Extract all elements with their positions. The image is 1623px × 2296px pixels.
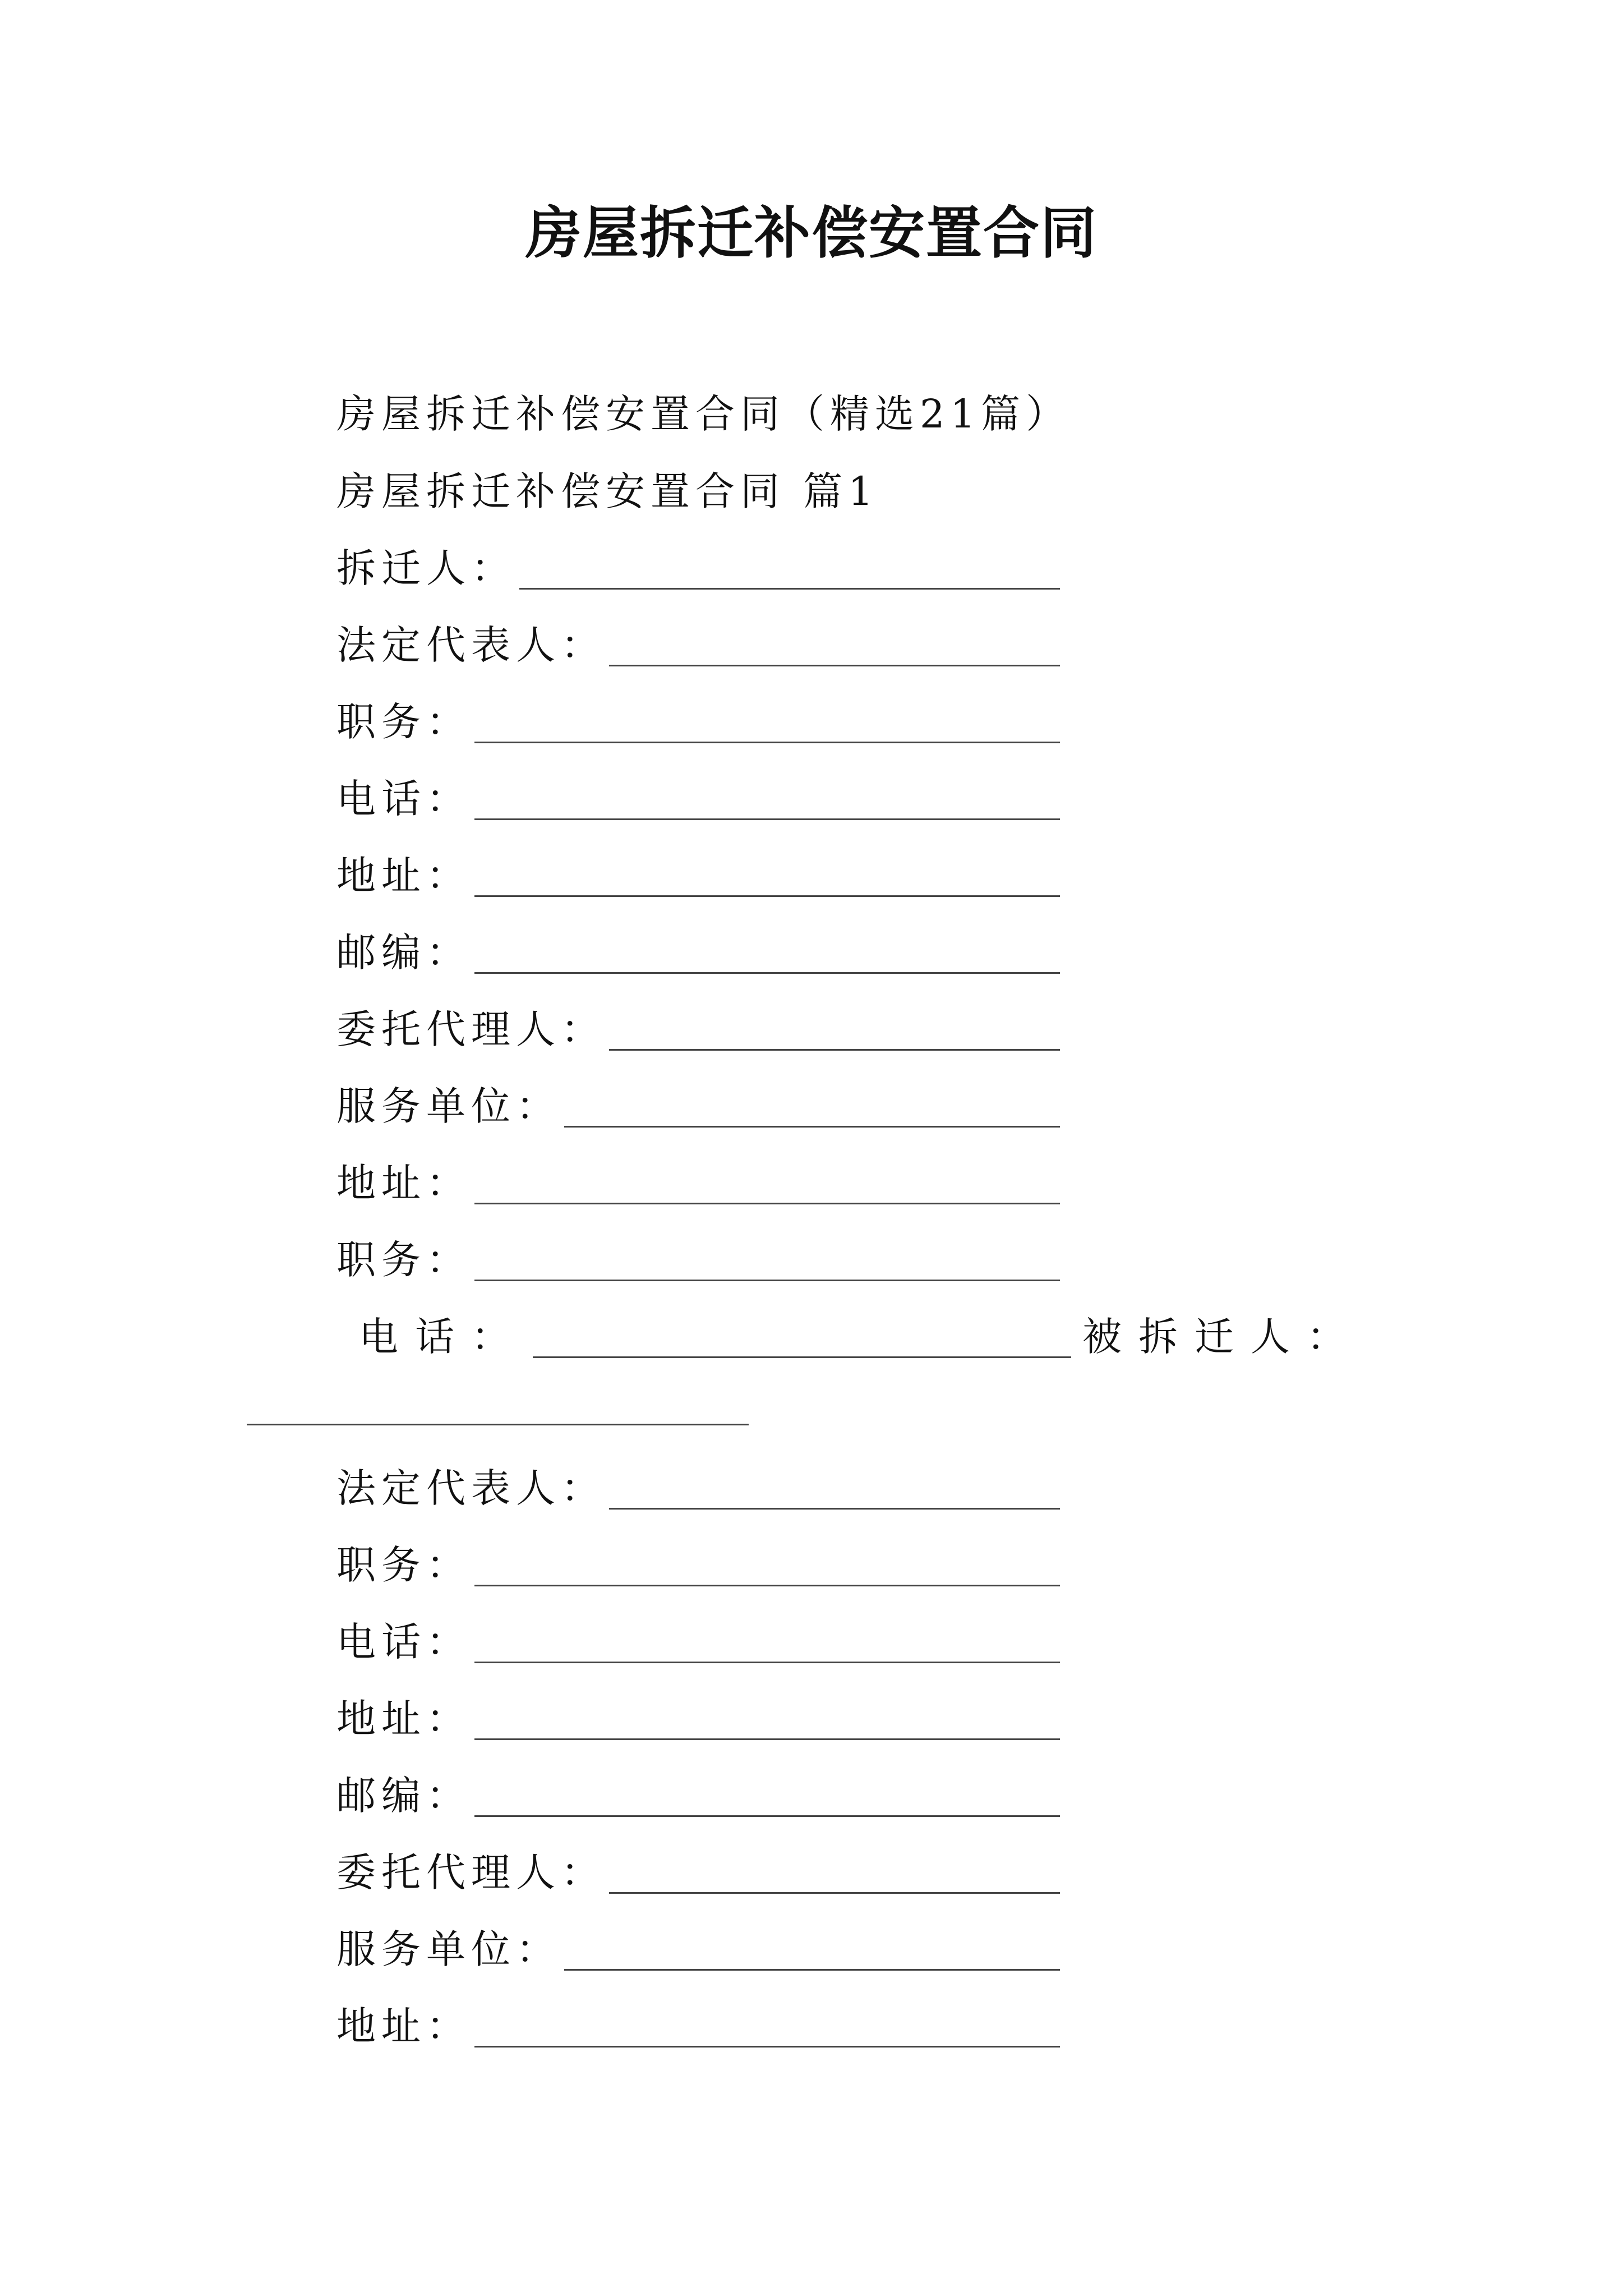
section-heading: 房屋拆迁补偿安置合同 篇1: [336, 468, 879, 514]
phone-and-demolished-row: [359, 1309, 1363, 1365]
b-postcode-blank[interactable]: [474, 1815, 1060, 1817]
a-address-blank[interactable]: [474, 895, 1060, 897]
demolisher-label: 拆迁人：: [336, 545, 516, 591]
b-agent-field: [336, 1844, 1060, 1901]
b-position-blank[interactable]: [474, 1585, 1060, 1586]
a-agent-blank[interactable]: [609, 1049, 1060, 1051]
a-address-field: [336, 848, 1060, 904]
a-agent-address-label: 地址：: [336, 1160, 471, 1206]
a-agent-label: 委托代理人：: [336, 1006, 606, 1052]
b-address-label: 地址：: [336, 1696, 471, 1742]
a-agent-phone-blank[interactable]: [533, 1356, 1071, 1358]
b-address-blank[interactable]: [474, 1738, 1060, 1740]
b-legal-rep-blank[interactable]: [609, 1508, 1060, 1510]
a-phone-label: 电话：: [336, 776, 471, 822]
collection-heading: 房屋拆迁补偿安置合同（精选21篇）: [336, 391, 1071, 437]
b-address-field: [336, 1691, 1060, 1747]
a-agent-phone-label: 电话：: [359, 1314, 527, 1360]
a-work-unit-field: [336, 1078, 1060, 1134]
demolisher-field: [336, 540, 1060, 596]
a-postcode-field: [336, 924, 1060, 981]
a-agent-position-field: [336, 1232, 1060, 1288]
a-postcode-blank[interactable]: [474, 972, 1060, 974]
b-agent-address-field: [336, 1998, 1060, 2054]
a-postcode-label: 邮编：: [336, 930, 471, 976]
b-position-label: 职务：: [336, 1542, 471, 1588]
a-agent-field: [336, 1001, 1060, 1057]
b-phone-label: 电话：: [336, 1619, 471, 1665]
b-work-unit-blank[interactable]: [564, 1969, 1060, 1971]
a-position-label: 职务：: [336, 699, 471, 745]
a-agent-address-blank[interactable]: [474, 1203, 1060, 1204]
a-legal-rep-label: 法定代表人：: [336, 622, 606, 668]
b-phone-field: [336, 1614, 1060, 1670]
b-phone-blank[interactable]: [474, 1662, 1060, 1663]
b-postcode-label: 邮编：: [336, 1773, 471, 1819]
a-work-unit-label: 服务单位：: [336, 1083, 561, 1129]
a-position-field: [336, 694, 1060, 750]
b-agent-label: 委托代理人：: [336, 1849, 606, 1895]
b-work-unit-label: 服务单位：: [336, 1926, 561, 1972]
a-phone-blank[interactable]: [474, 818, 1060, 820]
demolished-blank[interactable]: [247, 1424, 749, 1425]
b-agent-address-blank[interactable]: [474, 2046, 1060, 2047]
document-title: 房屋拆迁补偿安置合同: [525, 200, 1098, 266]
b-position-field: [336, 1537, 1060, 1593]
b-legal-rep-field: [336, 1460, 1060, 1516]
b-agent-address-label: 地址：: [336, 2003, 471, 2049]
a-address-label: 地址：: [336, 853, 471, 899]
a-work-unit-blank[interactable]: [564, 1126, 1060, 1128]
a-position-blank[interactable]: [474, 742, 1060, 743]
b-legal-rep-label: 法定代表人：: [336, 1465, 606, 1511]
a-legal-rep-field: [336, 617, 1060, 673]
a-agent-position-label: 职务：: [336, 1237, 471, 1283]
a-agent-position-blank[interactable]: [474, 1280, 1060, 1281]
a-phone-field: [336, 771, 1060, 827]
a-agent-address-field: [336, 1155, 1060, 1211]
b-agent-blank[interactable]: [609, 1892, 1060, 1894]
b-work-unit-field: [336, 1921, 1060, 1977]
demolished-label: 被拆迁人：: [1082, 1314, 1363, 1360]
demolisher-blank[interactable]: [519, 588, 1060, 590]
b-postcode-field: [336, 1768, 1060, 1824]
a-legal-rep-blank[interactable]: [609, 665, 1060, 666]
